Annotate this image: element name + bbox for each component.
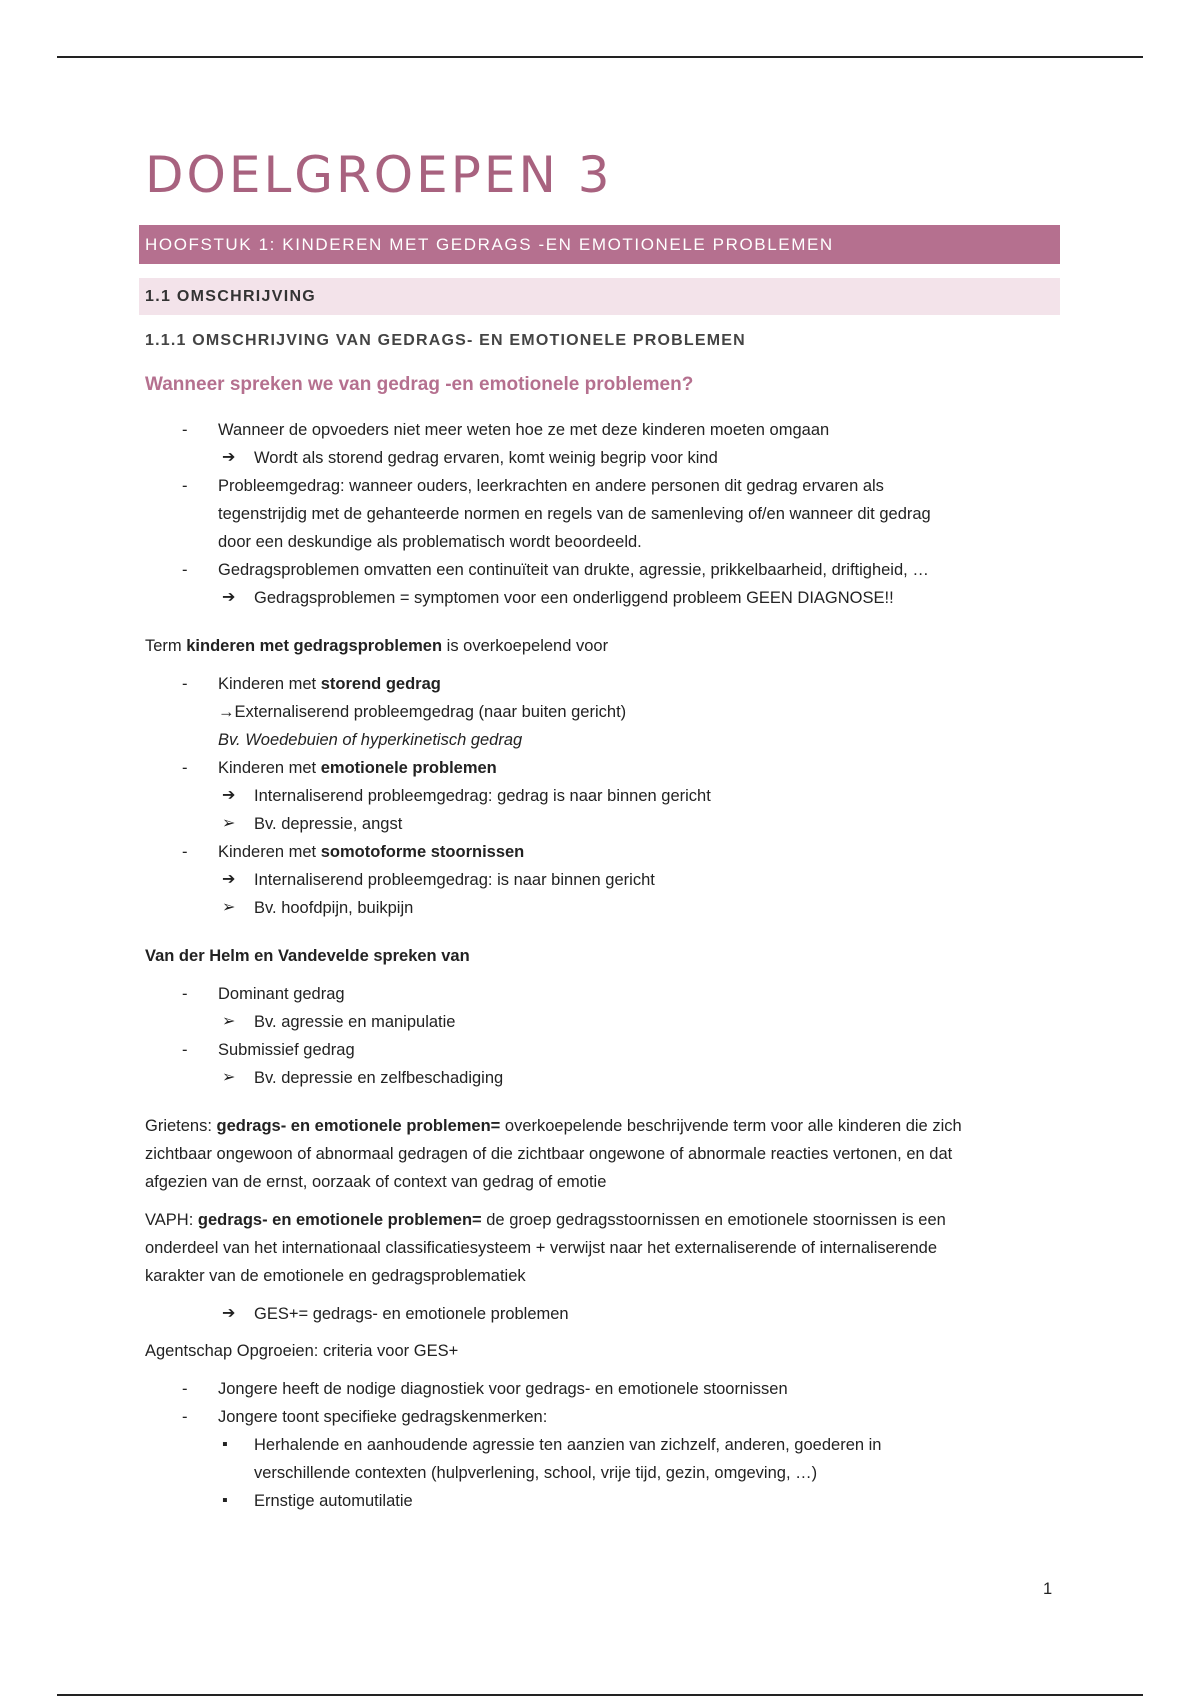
arrow-icon: ➔ xyxy=(222,787,236,804)
list-item: - Jongere toont specifieke gedragskenmerken: xyxy=(182,1408,548,1426)
ges-line: ➔ GES+= gedrags- en emotionele problemen xyxy=(145,1300,1060,1328)
list-subitem: ➢ Bv. agressie en manipulatie xyxy=(145,1008,1060,1036)
document-title: DOELGROEPEN 3 xyxy=(145,146,613,204)
arrow-icon: ➔ xyxy=(222,449,236,466)
page-number: 1 xyxy=(1043,1580,1053,1598)
square-bullet-icon: ▪ xyxy=(222,1436,228,1453)
arrow-icon: ➔ xyxy=(222,1305,236,1322)
list-item-continuation: door een deskundige als problematisch wordt beoordeeld. xyxy=(218,533,642,551)
list-criteria xyxy=(145,1375,1060,1515)
list-subitem: ▪ Herhalende en aanhoudende agressie ten aanzien van zichzelf, anderen, goederen in xyxy=(145,1431,1060,1459)
list-subitem: ➔ Wordt als storend gedrag ervaren, komt weinig begrip voor kind xyxy=(145,444,1060,472)
arrowhead-bullet-icon: ➢ xyxy=(222,815,236,832)
arrowhead-bullet-icon: ➢ xyxy=(222,1013,236,1030)
list-vdh xyxy=(145,980,1060,1092)
arrow-icon: ➔ xyxy=(222,589,236,606)
list-item: - Jongere heeft de nodige diagnostiek voor gedrags- en emotionele stoornissen xyxy=(182,1380,788,1398)
list-subitem: ▪ Ernstige automutilatie xyxy=(145,1487,1060,1515)
vdh-paragraph: Van der Helm en Vandevelde spreken van xyxy=(145,947,470,965)
term-paragraph: Term kinderen met gedragsproblemen is overkoepelend voor xyxy=(145,637,609,655)
list-item-continuation: tegenstrijdig met de gehanteerde normen en regels van de samenleving of/en wanneer dit gedrag xyxy=(218,505,931,523)
list-item: - Kinderen met emotionele problemen xyxy=(182,759,497,777)
list-term xyxy=(145,670,1060,922)
list-subitem: ➔ Internaliserend probleemgedrag: gedrag is naar binnen gericht xyxy=(145,782,1060,810)
vaph-paragraph: VAPH: gedrags- en emotionele problemen= de groep gedragsstoornissen en emotionele stoornissen is een onderdeel van het internationaal classificatiesysteem + verwijst naar het externaliserende of internaliserende karakter van de emotionele en gedragsproblematiek xyxy=(145,1211,946,1285)
header-rule xyxy=(57,56,1143,58)
list-item-continuation: verschillende contexten (hulpverlening, school, vrije tijd, gezin, omgeving, …) xyxy=(254,1464,818,1482)
list-subitem: ➢ Bv. depressie en zelfbeschadiging xyxy=(145,1064,1060,1092)
list-subitem: ➢ Bv. depressie, angst xyxy=(145,810,1060,838)
list-item: - Gedragsproblemen omvatten een continuïteit van drukte, agressie, prikkelbaarheid, driftigheid, … xyxy=(182,561,929,579)
list-item: - Probleemgedrag: wanneer ouders, leerkrachten en andere personen dit gedrag ervaren als xyxy=(182,477,884,495)
list-item-continuation: Bv. Woedebuien of hyperkinetisch gedrag xyxy=(218,731,523,749)
list-when xyxy=(145,416,1060,612)
arrowhead-bullet-icon: ➢ xyxy=(222,899,236,916)
list-item: - Wanneer de opvoeders niet meer weten hoe ze met deze kinderen moeten omgaan xyxy=(182,421,830,439)
square-bullet-icon: ▪ xyxy=(222,1492,228,1509)
agentschap-paragraph: Agentschap Opgroeien: criteria voor GES+ xyxy=(145,1342,459,1360)
list-item-continuation: →Externaliserend probleemgedrag (naar buiten gericht) xyxy=(218,703,627,721)
list-item: - Kinderen met somotoforme stoornissen xyxy=(182,843,525,861)
list-subitem: ➔ Gedragsproblemen = symptomen voor een onderliggend probleem GEEN DIAGNOSE!! xyxy=(145,584,1060,612)
footer-rule xyxy=(57,1694,1143,1696)
list-item: - Kinderen met storend gedrag xyxy=(182,675,441,693)
list-item: - Dominant gedrag xyxy=(182,985,345,1003)
question-heading: Wanneer spreken we van gedrag -en emotionele problemen? xyxy=(145,374,694,395)
list-subitem: ➢ Bv. hoofdpijn, buikpijn xyxy=(145,894,1060,922)
list-item: - Submissief gedrag xyxy=(182,1041,355,1059)
chapter-heading: HOOFSTUK 1: KINDEREN MET GEDRAGS -EN EMOTIONELE PROBLEMEN xyxy=(139,225,1060,264)
arrow-icon: ➔ xyxy=(222,871,236,888)
arrowhead-bullet-icon: ➢ xyxy=(222,1069,236,1086)
list-subitem: ➔ Internaliserend probleemgedrag: is naar binnen gericht xyxy=(145,866,1060,894)
subsection-heading: 1.1.1 OMSCHRIJVING VAN GEDRAGS- EN EMOTIONELE PROBLEMEN xyxy=(145,332,746,349)
section-heading: 1.1 OMSCHRIJVING xyxy=(139,278,1060,315)
grietens-paragraph: Grietens: gedrags- en emotionele problemen= overkoepelende beschrijvende term voor alle kinderen die zich zichtbaar ongewoon of abnormaal gedragen of die zichtbaar ongewone of abnormale reacties vertonen, en dat afgezien van de ernst, oorzaak of context van gedrag of emotie xyxy=(145,1117,962,1191)
document-page xyxy=(145,140,1060,1515)
